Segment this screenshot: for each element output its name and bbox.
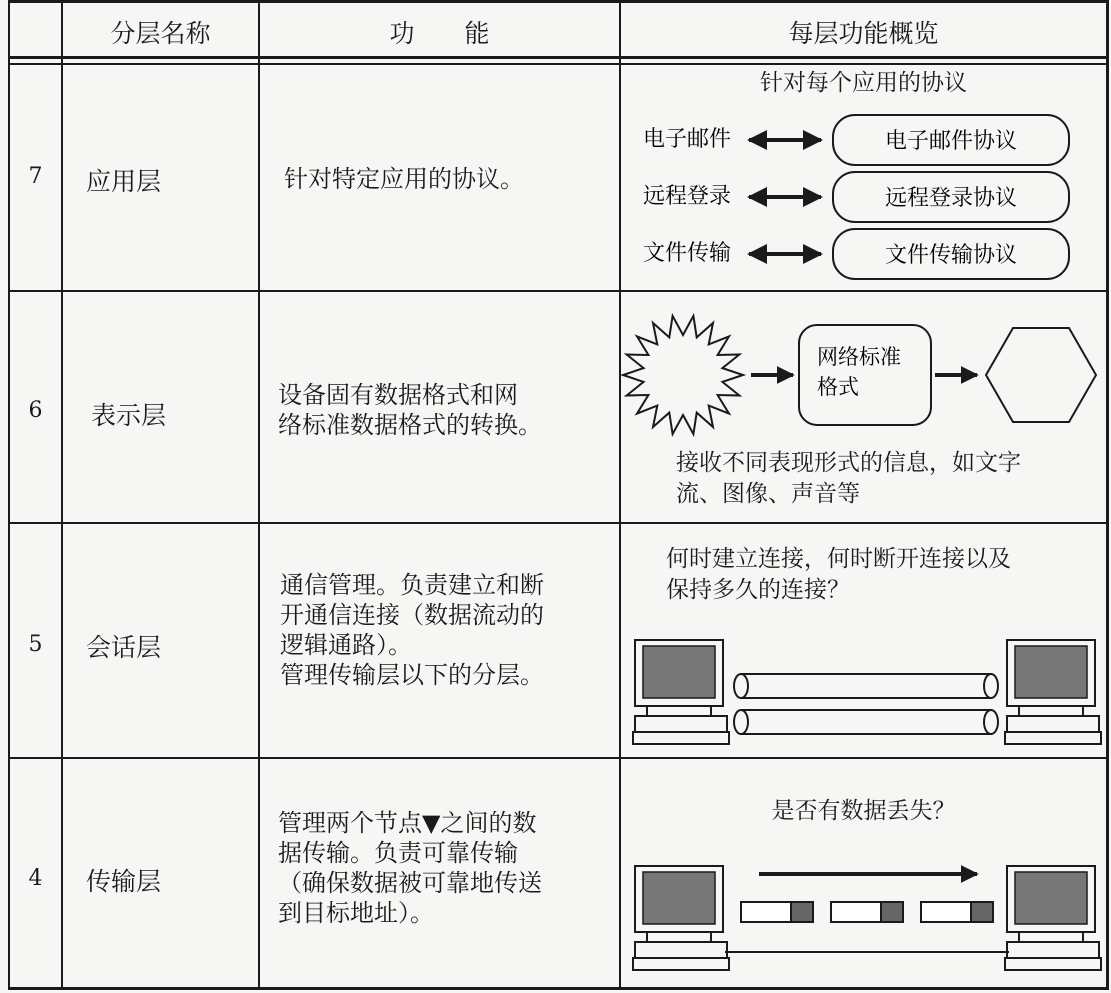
protocol-label: 文件传输协议	[884, 243, 1018, 268]
layer-function	[278, 380, 613, 440]
app-label: 远程登录	[643, 184, 732, 209]
row-divider	[8, 290, 1108, 292]
function-line: 到目标地址）。	[278, 899, 434, 927]
layer-name: 表示层	[91, 401, 167, 430]
packet-icon	[741, 902, 813, 922]
function-line: 通信管理。负责建立和断	[280, 571, 544, 599]
function-line: 管理传输层以下的分层。	[280, 661, 544, 689]
header-divider	[8, 56, 1108, 59]
connection-pipe-icon	[734, 674, 998, 698]
computer-icon	[1005, 640, 1101, 744]
caption-line: 接收不同表现形式的信息，如文字	[676, 450, 1021, 476]
layer-function	[278, 808, 616, 928]
computer-icon	[633, 640, 729, 744]
function-line: 逻辑通路）。	[280, 631, 412, 659]
function-line: 开通信连接（数据流动的	[280, 601, 544, 629]
connection-pipe-icon	[734, 710, 998, 734]
caption-line: 流、图像、声音等	[676, 481, 860, 507]
app-label: 电子邮件	[643, 127, 732, 152]
app-label: 文件传输	[643, 241, 732, 266]
hexagon-icon	[986, 328, 1096, 422]
column-divider	[258, 0, 260, 990]
function-line: 针对特定应用的协议。	[284, 165, 524, 193]
table-top-border	[8, 0, 1108, 3]
packet-icon	[921, 902, 993, 922]
header-function: 功 能	[389, 19, 490, 48]
protocol-label: 电子邮件协议	[884, 129, 1018, 154]
layer-name: 传输层	[86, 867, 162, 896]
session-diagram	[621, 632, 1106, 752]
format-conversion-diagram	[621, 300, 1106, 450]
layer-function	[284, 164, 614, 194]
function-line: 据传输。负责可靠传输	[278, 839, 518, 867]
overview-title: 针对每个应用的协议	[760, 70, 967, 96]
layer-number: 4	[28, 866, 43, 891]
layer-name: 应用层	[86, 167, 162, 196]
app-protocol-diagram	[621, 110, 1106, 290]
protocol-label: 远程登录协议	[884, 186, 1018, 211]
computer-icon	[633, 866, 729, 970]
overview-caption	[666, 544, 1096, 606]
standard-format-line: 格式	[817, 375, 859, 399]
overview-caption	[676, 448, 1096, 510]
computer-icon	[1005, 866, 1101, 970]
caption-line: 何时建立连接，何时断开连接以及	[666, 546, 1011, 572]
table-bottom-border	[8, 987, 1108, 990]
packet-icon	[831, 902, 903, 922]
function-line: （确保数据被可靠地传送	[278, 869, 542, 897]
row-divider	[8, 522, 1108, 524]
function-line: 管理两个节点▼之间的数	[278, 809, 537, 837]
layer-number: 7	[28, 164, 43, 189]
transport-diagram	[621, 840, 1106, 982]
overview-caption: 是否有数据丢失？	[771, 798, 956, 824]
header-layer-name: 分层名称	[110, 19, 211, 48]
row-divider	[8, 757, 1108, 759]
standard-format-line: 网络标准	[817, 345, 901, 369]
function-line: 设备固有数据格式和网	[278, 381, 518, 409]
header-divider-double	[8, 63, 1108, 65]
header-overview: 每层功能概览	[788, 19, 939, 48]
layer-name: 会话层	[86, 633, 162, 662]
function-line: 络标准数据格式的转换。	[278, 411, 542, 439]
column-divider	[61, 0, 63, 990]
table-right-border	[1106, 0, 1109, 990]
starburst-icon	[623, 316, 743, 434]
table-left-border	[8, 0, 10, 990]
layer-function	[280, 570, 615, 690]
layer-number: 6	[28, 398, 43, 423]
layer-number: 5	[28, 632, 43, 657]
caption-line: 保持多久的连接？	[666, 577, 850, 603]
